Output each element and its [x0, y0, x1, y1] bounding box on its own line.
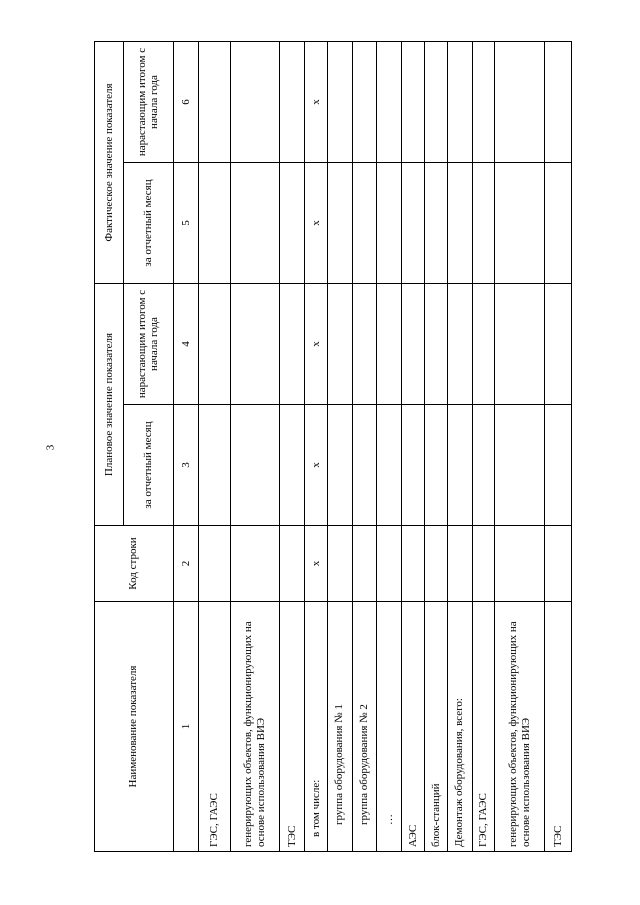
header-plan-month: за отчетный месяц: [123, 405, 173, 526]
row-value: [472, 163, 495, 284]
row-name: ГЭС, ГАЭС: [199, 602, 230, 852]
row-value: [230, 405, 280, 526]
row-name: генерирующих объектов, функционирующих на основе использования ВИЭ: [495, 602, 545, 852]
row-value: [402, 284, 425, 405]
row-value: [280, 405, 305, 526]
row-value: [352, 284, 377, 405]
row-value: х: [305, 42, 328, 163]
row-value: [230, 163, 280, 284]
report-table: [94, 41, 572, 852]
row-name: …: [377, 602, 402, 852]
row-value: [327, 405, 352, 526]
row-value: [495, 284, 545, 405]
row-code: [199, 526, 230, 602]
row-value: [424, 163, 447, 284]
row-value: х: [305, 284, 328, 405]
table-wrapper: [94, 42, 572, 852]
row-value: [424, 405, 447, 526]
row-value: [230, 284, 280, 405]
row-value: [544, 163, 571, 284]
row-code: х: [305, 526, 328, 602]
row-name: в том числе:: [305, 602, 328, 852]
row-code: [230, 526, 280, 602]
column-number: 3: [173, 405, 199, 526]
row-name: блок-станций: [424, 602, 447, 852]
table-row: [495, 42, 545, 852]
row-value: [544, 42, 571, 163]
column-number: 5: [173, 163, 199, 284]
row-code: [280, 526, 305, 602]
row-value: [495, 163, 545, 284]
row-value: [199, 405, 230, 526]
column-number: 6: [173, 42, 199, 163]
row-value: [447, 284, 472, 405]
row-value: [495, 42, 545, 163]
table-row: [447, 42, 472, 852]
row-value: [327, 42, 352, 163]
page-number: 3: [44, 444, 57, 451]
row-name: генерирующих объектов, функционирующих на основе использования ВИЭ: [230, 602, 280, 852]
table-row: [544, 42, 571, 852]
row-value: [199, 42, 230, 163]
table-landscape: [94, 42, 572, 852]
row-value: [402, 42, 425, 163]
row-value: [199, 163, 230, 284]
row-value: х: [305, 405, 328, 526]
table-row: [280, 42, 305, 852]
column-number: 2: [173, 526, 199, 602]
row-name: группа оборудования № 2: [352, 602, 377, 852]
table-row: [352, 42, 377, 852]
row-value: [352, 42, 377, 163]
row-name: Демонтаж оборудования, всего:: [447, 602, 472, 852]
header-code: Код строки: [95, 526, 174, 602]
header-fact: Фактическое значение показателя: [95, 42, 124, 284]
table-row: [327, 42, 352, 852]
row-value: [327, 284, 352, 405]
table-row: [230, 42, 280, 852]
row-name: ТЭС: [544, 602, 571, 852]
row-name: АЭС: [402, 602, 425, 852]
header-plan: Плановое значение показателя: [95, 284, 124, 526]
row-value: [447, 163, 472, 284]
row-value: [544, 405, 571, 526]
table-row: [377, 42, 402, 852]
column-number: 1: [173, 602, 199, 852]
row-value: [447, 42, 472, 163]
table-row: [402, 42, 425, 852]
row-value: [495, 405, 545, 526]
row-value: [377, 163, 402, 284]
table-row: [472, 42, 495, 852]
row-code: [327, 526, 352, 602]
row-value: [472, 405, 495, 526]
row-value: [352, 405, 377, 526]
header-fact-cumulative: нарастающим итогом с начала года: [123, 42, 173, 163]
row-value: [199, 284, 230, 405]
row-value: [377, 405, 402, 526]
header-plan-cumulative: нарастающим итогом с начала года: [123, 284, 173, 405]
header-fact-month: за отчетный месяц: [123, 163, 173, 284]
row-value: [280, 284, 305, 405]
row-value: [447, 405, 472, 526]
row-name: ТЭС: [280, 602, 305, 852]
row-value: [377, 284, 402, 405]
row-value: [280, 163, 305, 284]
row-code: [447, 526, 472, 602]
row-value: [327, 163, 352, 284]
row-value: [230, 42, 280, 163]
row-code: [495, 526, 545, 602]
row-value: [352, 163, 377, 284]
row-value: х: [305, 163, 328, 284]
row-value: [424, 284, 447, 405]
row-value: [472, 42, 495, 163]
row-name: ГЭС, ГАЭС: [472, 602, 495, 852]
row-value: [280, 42, 305, 163]
table-row: [199, 42, 230, 852]
row-value: [377, 42, 402, 163]
row-value: [472, 284, 495, 405]
header-name: Наименование показателя: [95, 602, 174, 852]
table-row: [424, 42, 447, 852]
table-row: [305, 42, 328, 852]
row-code: [377, 526, 402, 602]
row-code: [424, 526, 447, 602]
row-name: группа оборудования № 1: [327, 602, 352, 852]
row-value: [402, 163, 425, 284]
row-value: [544, 284, 571, 405]
column-number: 4: [173, 284, 199, 405]
row-code: [402, 526, 425, 602]
row-value: [424, 42, 447, 163]
row-value: [402, 405, 425, 526]
row-code: [544, 526, 571, 602]
row-code: [352, 526, 377, 602]
row-code: [472, 526, 495, 602]
